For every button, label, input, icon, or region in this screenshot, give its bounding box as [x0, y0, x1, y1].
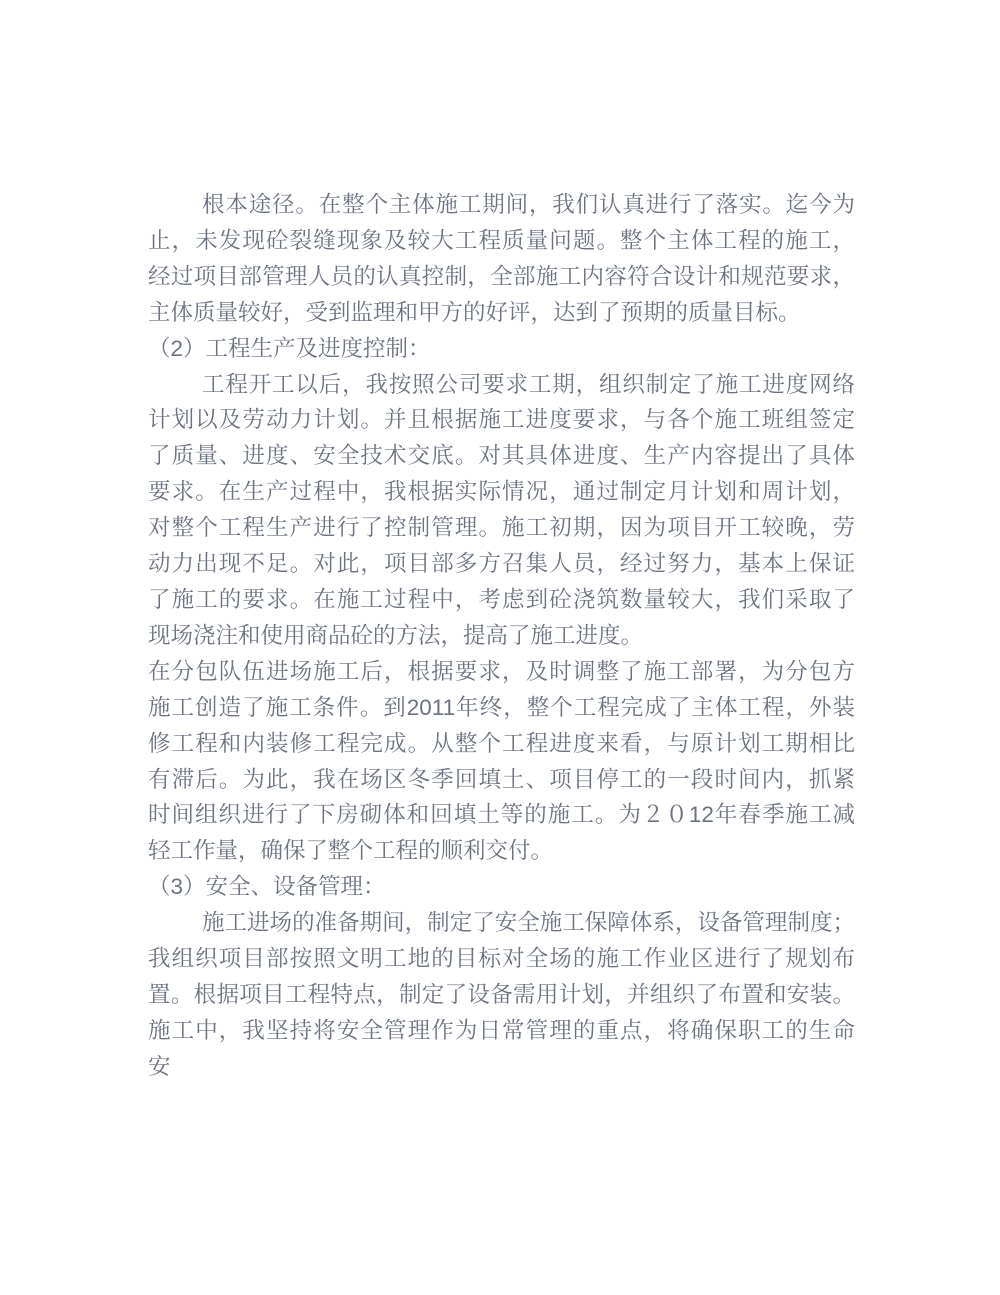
- text-line: 安: [148, 1053, 171, 1079]
- text-line: 现场浇注和使用商品砼的方法，提高了施工进度。: [148, 622, 644, 648]
- text-line: 对整个工程生产进行了控制管理。施工初期，因为项目开工较晚，劳: [148, 515, 855, 541]
- text-line: 动力出现不足。对此，项目部多方召集人员，经过努力，基本上保证: [148, 551, 855, 577]
- text-line: 有滞后。为此，我在场区冬季回填土、项目停工的一段时间内，抓紧: [148, 766, 855, 792]
- text-line: 轻工作量，确保了整个工程的顺利交付。: [148, 838, 554, 864]
- text-line: （2）工程生产及进度控制：: [148, 335, 431, 361]
- text-line: 置。根据项目工程特点，制定了设备需用计划，并组织了布置和安装。: [148, 981, 855, 1007]
- text-line: 了质量、进度、安全技术交底。对其具体进度、生产内容提出了具体: [148, 443, 855, 469]
- text-line: 主体质量较好，受到监理和甲方的好评，达到了预期的质量目标。: [148, 299, 801, 325]
- text-line: （3）安全、设备管理：: [148, 874, 386, 900]
- text-line: 经过项目部管理人员的认真控制，全部施工内容符合设计和规范要求，: [148, 263, 855, 289]
- text-line: 施工进场的准备期间，制定了安全施工保障体系，设备管理制度；: [202, 910, 855, 936]
- text-line: 止，未发现砼裂缝现象及较大工程质量问题。整个主体工程的施工，: [148, 227, 855, 253]
- text-line: 根本途径。在整个主体施工期间，我们认真进行了落实。迄今为: [202, 192, 855, 217]
- text-line: 修工程和内装修工程完成。从整个工程进度来看，与原计划工期相比: [148, 730, 855, 756]
- text-line: 时间组织进行了下房砌体和回填土等的施工。为２０12年春季施工减: [148, 802, 855, 828]
- text-line: 了施工的要求。在施工过程中，考虑到砼浇筑数量较大，我们采取了: [148, 586, 855, 612]
- text-line: 计划以及劳动力计划。并且根据施工进度要求，与各个施工班组签定: [148, 407, 855, 433]
- text-line: 我组织项目部按照文明工地的目标对全场的施工作业区进行了规划布: [148, 946, 855, 972]
- document-page: [148, 187, 855, 1085]
- text-line: 要求。在生产过程中，我根据实际情况，通过制定月计划和周计划，: [148, 479, 855, 505]
- text-line: 在分包队伍进场施工后，根据要求，及时调整了施工部署，为分包方: [148, 658, 855, 684]
- text-line: 工程开工以后，我按照公司要求工期，组织制定了施工进度网络: [202, 371, 855, 397]
- text-line: 施工中，我坚持将安全管理作为日常管理的重点，将确保职工的生命: [148, 1017, 855, 1043]
- text-line: 施工创造了施工条件。到2011年终，整个工程完成了主体工程，外装: [148, 694, 855, 720]
